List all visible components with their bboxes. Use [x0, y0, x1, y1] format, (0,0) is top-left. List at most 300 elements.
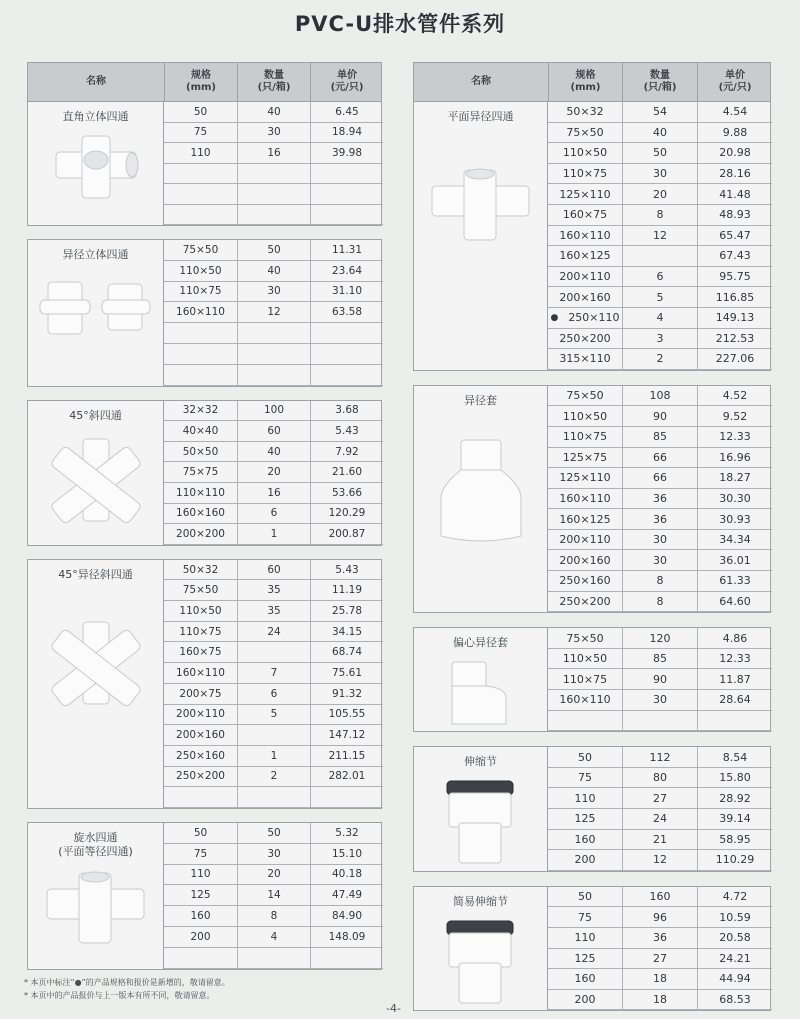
- spec-cell: [548, 143, 622, 164]
- price-value: 84.90: [331, 910, 363, 923]
- spec-cell: [164, 663, 237, 684]
- qty-cell: [237, 663, 310, 684]
- price-cell: [697, 809, 772, 830]
- qty-value: 50: [267, 243, 281, 256]
- spec-cell: [548, 928, 622, 949]
- spec-value: 110: [574, 931, 596, 945]
- price-value: 16.96: [719, 450, 751, 464]
- price-cell: [310, 787, 383, 808]
- spec-value: 125×110: [559, 187, 611, 201]
- product-name-cell: [414, 628, 548, 731]
- price-value: 8.54: [722, 750, 748, 764]
- qty-cell: [237, 302, 310, 323]
- price-value: 47.49: [331, 889, 363, 902]
- price-value: 9.52: [722, 409, 748, 423]
- qty-cell: [237, 462, 310, 483]
- price-cell: [697, 768, 772, 789]
- product-section: [27, 559, 382, 809]
- left-column: [27, 62, 382, 970]
- spec-cell: [164, 164, 237, 185]
- price-cell: [697, 406, 772, 427]
- qty-cell: [237, 442, 310, 463]
- header-price: 单价 (元/只): [310, 63, 383, 101]
- spec-cell: [548, 184, 622, 205]
- qty-cell: [237, 725, 310, 746]
- price-cell: [310, 622, 383, 643]
- product-section: [27, 400, 382, 546]
- qty-value: 36: [653, 931, 667, 945]
- spec-value: 200×160: [559, 553, 611, 567]
- spec-value: 200: [574, 853, 596, 867]
- qty-value: 6: [270, 687, 278, 700]
- spec-value: 160×75: [562, 208, 608, 222]
- spec-value: 75×50: [566, 125, 604, 139]
- spec-cell: [548, 550, 622, 571]
- price-cell: [310, 927, 383, 948]
- price-cell: [310, 365, 383, 386]
- price-value: 20.58: [719, 931, 751, 945]
- qty-value: 50: [653, 146, 667, 160]
- price-value: 11.87: [719, 672, 751, 686]
- spec-value: 110×50: [179, 264, 222, 277]
- qty-cell: [237, 164, 310, 185]
- price-value: 34.15: [331, 625, 363, 638]
- price-value: 20.98: [719, 146, 751, 160]
- cross-fitting-icon: [428, 164, 533, 248]
- spec-value: 50: [193, 826, 208, 839]
- price-value: 95.75: [719, 270, 751, 284]
- header-spec: 规格 (mm): [164, 63, 237, 101]
- qty-value: 96: [653, 910, 667, 924]
- spec-cell: [164, 684, 237, 705]
- spec-cell: [548, 406, 622, 427]
- price-cell: [697, 669, 772, 690]
- price-value: 67.43: [719, 249, 751, 263]
- spec-value: 75: [193, 126, 208, 139]
- price-cell: [697, 246, 772, 267]
- price-value: 63.58: [331, 306, 363, 319]
- spec-value: 160×110: [559, 491, 611, 505]
- price-cell: [697, 850, 772, 871]
- price-value: 39.14: [719, 812, 751, 826]
- price-value: 3.68: [335, 404, 359, 417]
- price-value: 68.53: [719, 993, 751, 1007]
- expansion-joint-icon: [443, 917, 518, 1011]
- price-value: 200.87: [328, 527, 366, 540]
- price-value: 4.86: [722, 631, 748, 645]
- spec-cell: [548, 969, 622, 990]
- qty-value: 7: [270, 667, 278, 680]
- spec-value: 110×50: [562, 146, 608, 160]
- price-cell: [310, 885, 383, 906]
- price-cell: [697, 711, 772, 732]
- qty-cell: [237, 524, 310, 545]
- spec-value: 110: [190, 868, 211, 881]
- price-cell: [697, 990, 772, 1011]
- spec-value: 110×75: [562, 167, 608, 181]
- spec-value: 110×75: [562, 672, 608, 686]
- qty-value: 50: [267, 826, 281, 839]
- qty-value: 18: [653, 993, 667, 1007]
- qty-cell: [237, 705, 310, 726]
- price-cell: [310, 123, 383, 144]
- price-cell: [310, 102, 383, 123]
- price-value: 4.54: [722, 105, 748, 119]
- price-value: 5.32: [335, 826, 359, 839]
- y-cross-icon: [41, 618, 151, 712]
- price-cell: [310, 948, 383, 969]
- header-qty: 数量 (只/箱): [237, 63, 310, 101]
- qty-value: 35: [267, 584, 281, 597]
- price-value: 147.12: [328, 729, 366, 742]
- price-cell: [697, 928, 772, 949]
- spec-value: 200: [190, 930, 211, 943]
- spec-value: 110: [574, 791, 596, 805]
- price-cell: [310, 705, 383, 726]
- qty-value: 90: [653, 409, 667, 423]
- price-value: 75.61: [331, 667, 363, 680]
- price-value: 9.88: [722, 125, 748, 139]
- spec-value: 160×110: [559, 693, 611, 707]
- product-section: [27, 822, 382, 970]
- spec-cell: [548, 530, 622, 551]
- price-cell: [310, 684, 383, 705]
- spec-value: 200×110: [559, 270, 611, 284]
- header-spec: 规格 (mm): [548, 63, 622, 101]
- price-cell: [310, 906, 383, 927]
- spec-cell: [548, 448, 622, 469]
- qty-cell: [237, 865, 310, 886]
- qty-cell: [237, 401, 310, 422]
- spec-cell: [548, 427, 622, 448]
- spec-cell: [164, 885, 237, 906]
- product-name-sub: (平面等径四通): [58, 844, 133, 858]
- spec-cell: [164, 767, 237, 788]
- footer-note-new: * 本页中标注“●”的产品规格和报价是新增的，敬请留意。: [24, 978, 230, 987]
- qty-cell: [237, 580, 310, 601]
- qty-cell: [237, 767, 310, 788]
- spec-value: 125×75: [562, 450, 608, 464]
- price-value: 227.06: [715, 352, 755, 366]
- qty-cell: [237, 282, 310, 303]
- expansion-joint-icon: [443, 777, 518, 871]
- product-name-cell: [28, 823, 164, 969]
- qty-cell: [622, 123, 697, 144]
- qty-cell: [622, 205, 697, 226]
- price-cell: [697, 830, 772, 851]
- spec-cell: [548, 592, 622, 613]
- price-cell: [697, 592, 772, 613]
- price-value: 48.93: [719, 208, 751, 222]
- spec-value: 160×75: [179, 646, 222, 659]
- price-cell: [697, 287, 772, 308]
- qty-value: 30: [653, 533, 667, 547]
- spec-cell: [164, 401, 237, 422]
- qty-cell: [237, 344, 310, 365]
- qty-value: 40: [653, 125, 667, 139]
- qty-cell: [622, 329, 697, 350]
- price-cell: [310, 504, 383, 525]
- spec-cell: [164, 421, 237, 442]
- price-cell: [310, 524, 383, 545]
- qty-value: 12: [653, 853, 667, 867]
- price-value: 5.43: [335, 563, 359, 576]
- spec-cell: [548, 571, 622, 592]
- qty-cell: [237, 642, 310, 663]
- qty-cell: [622, 143, 697, 164]
- spec-cell: [548, 226, 622, 247]
- spec-value: 110×50: [179, 604, 222, 617]
- price-cell: [697, 308, 772, 329]
- spec-value: 160×125: [559, 249, 611, 263]
- spec-cell: [164, 483, 237, 504]
- spec-cell: [548, 788, 622, 809]
- qty-value: 80: [653, 771, 667, 785]
- qty-cell: [237, 184, 310, 205]
- spec-value: 50: [578, 750, 592, 764]
- price-cell: [697, 329, 772, 350]
- spec-cell: [548, 164, 622, 185]
- spec-value: 50: [578, 890, 592, 904]
- qty-value: 5: [656, 290, 664, 304]
- qty-value: 30: [653, 167, 667, 181]
- price-cell: [310, 184, 383, 205]
- price-cell: [310, 663, 383, 684]
- qty-value: 2: [656, 352, 664, 366]
- spec-cell: [164, 524, 237, 545]
- spec-cell: [164, 601, 237, 622]
- spec-value: 50×32: [566, 105, 604, 119]
- qty-value: 12: [653, 228, 667, 242]
- spec-cell: [548, 690, 622, 711]
- price-cell: [310, 560, 383, 581]
- price-cell: [697, 205, 772, 226]
- spec-cell: [164, 787, 237, 808]
- price-cell: [310, 746, 383, 767]
- price-value: 65.47: [719, 228, 751, 242]
- qty-value: 85: [653, 430, 667, 444]
- price-cell: [697, 550, 772, 571]
- product-name-cell: [28, 102, 164, 225]
- section-gap: [413, 613, 771, 627]
- qty-cell: [622, 788, 697, 809]
- qty-value: 30: [267, 126, 281, 139]
- spec-value: 110×50: [562, 409, 608, 423]
- product-name-cell: [414, 102, 548, 370]
- spec-cell: [164, 560, 237, 581]
- spec-value: 250×110: [568, 311, 620, 325]
- price-value: 30.93: [719, 512, 751, 526]
- qty-value: 112: [649, 750, 671, 764]
- header-name: 名称: [86, 76, 106, 87]
- qty-value: 27: [653, 951, 667, 965]
- price-cell: [310, 401, 383, 422]
- price-value: 44.94: [719, 972, 751, 986]
- price-value: 23.64: [331, 264, 363, 277]
- product-name: 旋水四通: [73, 830, 118, 844]
- qty-cell: [622, 809, 697, 830]
- spec-value: 75×50: [566, 389, 604, 403]
- product-name: 直角立体四通: [62, 110, 129, 123]
- price-cell: [310, 302, 383, 323]
- qty-cell: [622, 164, 697, 185]
- spec-cell: [164, 123, 237, 144]
- qty-value: 30: [653, 693, 667, 707]
- qty-value: 1: [270, 749, 278, 762]
- spec-cell: [548, 102, 622, 123]
- price-value: 68.74: [331, 646, 363, 659]
- section-gap: [27, 387, 382, 400]
- qty-cell: [237, 948, 310, 969]
- spec-cell: [164, 302, 237, 323]
- product-name: 异径立体四通: [62, 248, 129, 261]
- right-column: [413, 62, 771, 1011]
- price-cell: [697, 349, 772, 370]
- qty-cell: [622, 349, 697, 370]
- qty-cell: [622, 768, 697, 789]
- qty-cell: [237, 560, 310, 581]
- qty-cell: [622, 287, 697, 308]
- qty-value: 36: [653, 512, 667, 526]
- section-gap: [27, 546, 382, 559]
- spec-value: 110: [190, 146, 211, 159]
- qty-cell: [237, 504, 310, 525]
- qty-cell: [622, 550, 697, 571]
- price-cell: [697, 969, 772, 990]
- spec-cell: [548, 850, 622, 871]
- qty-cell: [237, 102, 310, 123]
- spec-value: 125: [574, 951, 596, 965]
- qty-cell: [237, 746, 310, 767]
- price-value: 28.92: [719, 791, 751, 805]
- qty-cell: [622, 649, 697, 670]
- spec-cell: [164, 184, 237, 205]
- price-cell: [310, 580, 383, 601]
- spec-value: 110×75: [179, 285, 222, 298]
- qty-value: 54: [653, 105, 667, 119]
- y-cross-icon: [41, 435, 151, 529]
- qty-cell: [622, 509, 697, 530]
- price-value: 39.98: [331, 146, 363, 159]
- spec-value: 75×50: [182, 584, 219, 597]
- price-value: 10.59: [719, 910, 751, 924]
- qty-cell: [237, 787, 310, 808]
- price-value: 34.34: [719, 533, 751, 547]
- qty-value: 35: [267, 604, 281, 617]
- price-value: 282.01: [328, 770, 366, 783]
- product-name: 平面异径四通: [447, 110, 514, 123]
- qty-cell: [622, 949, 697, 970]
- qty-value: 24: [267, 625, 281, 638]
- price-value: 212.53: [715, 331, 755, 345]
- cross-fitting-icon: [46, 132, 146, 206]
- price-value: 7.92: [335, 445, 359, 458]
- spec-cell: [548, 349, 622, 370]
- price-cell: [697, 949, 772, 970]
- price-value: 53.66: [331, 486, 363, 499]
- qty-value: 8: [656, 208, 664, 222]
- price-cell: [310, 261, 383, 282]
- spec-value: 250×160: [559, 574, 611, 588]
- qty-value: 40: [267, 105, 281, 118]
- spec-value: 110×75: [179, 625, 222, 638]
- qty-value: 66: [653, 450, 667, 464]
- qty-cell: [622, 386, 697, 407]
- qty-value: 1: [270, 527, 278, 540]
- price-value: 91.32: [331, 687, 363, 700]
- qty-cell: [622, 830, 697, 851]
- qty-value: 20: [653, 187, 667, 201]
- spec-cell: [548, 468, 622, 489]
- spec-value: 125: [190, 889, 211, 902]
- qty-cell: [237, 483, 310, 504]
- spec-cell: [164, 865, 237, 886]
- left-table-body: [27, 102, 382, 970]
- price-cell: [310, 844, 383, 865]
- price-value: 61.33: [719, 574, 751, 588]
- spec-cell: [548, 267, 622, 288]
- spec-cell: [164, 725, 237, 746]
- spec-cell: [548, 747, 622, 768]
- qty-value: 12: [267, 306, 281, 319]
- spec-value: 32×32: [182, 404, 219, 417]
- qty-cell: [622, 990, 697, 1011]
- price-value: 24.21: [719, 951, 751, 965]
- price-cell: [697, 184, 772, 205]
- price-value: 11.31: [331, 243, 363, 256]
- spec-value: 75: [578, 771, 592, 785]
- qty-cell: [622, 690, 697, 711]
- spec-cell: [548, 990, 622, 1011]
- qty-cell: [622, 969, 697, 990]
- price-cell: [310, 282, 383, 303]
- price-value: 12.33: [719, 430, 751, 444]
- qty-cell: [622, 448, 697, 469]
- price-cell: [310, 642, 383, 663]
- left-table-header: [27, 62, 382, 102]
- spec-cell: [164, 442, 237, 463]
- product-section: [413, 102, 771, 371]
- qty-value: 27: [653, 791, 667, 805]
- price-cell: [697, 164, 772, 185]
- spec-value: 160×110: [559, 228, 611, 242]
- qty-cell: [622, 928, 697, 949]
- spec-value: 200×110: [176, 708, 225, 721]
- qty-cell: [237, 240, 310, 261]
- qty-value: 2: [270, 770, 278, 783]
- spec-cell: [164, 927, 237, 948]
- qty-cell: [237, 622, 310, 643]
- spec-value: 250×200: [559, 594, 611, 608]
- spec-cell: [548, 949, 622, 970]
- spec-cell: [164, 323, 237, 344]
- qty-cell: [237, 601, 310, 622]
- qty-cell: [622, 246, 697, 267]
- qty-cell: [622, 747, 697, 768]
- product-section: [413, 385, 771, 614]
- product-name-cell: [28, 560, 164, 808]
- spec-cell: [164, 462, 237, 483]
- footer-notes: [24, 976, 230, 1002]
- price-value: 110.29: [715, 853, 755, 867]
- spec-value: 160×125: [559, 512, 611, 526]
- qty-cell: [622, 406, 697, 427]
- product-name-cell: [28, 401, 164, 545]
- price-cell: [697, 448, 772, 469]
- qty-cell: [237, 123, 310, 144]
- qty-value: 20: [267, 868, 281, 881]
- qty-cell: [622, 711, 697, 732]
